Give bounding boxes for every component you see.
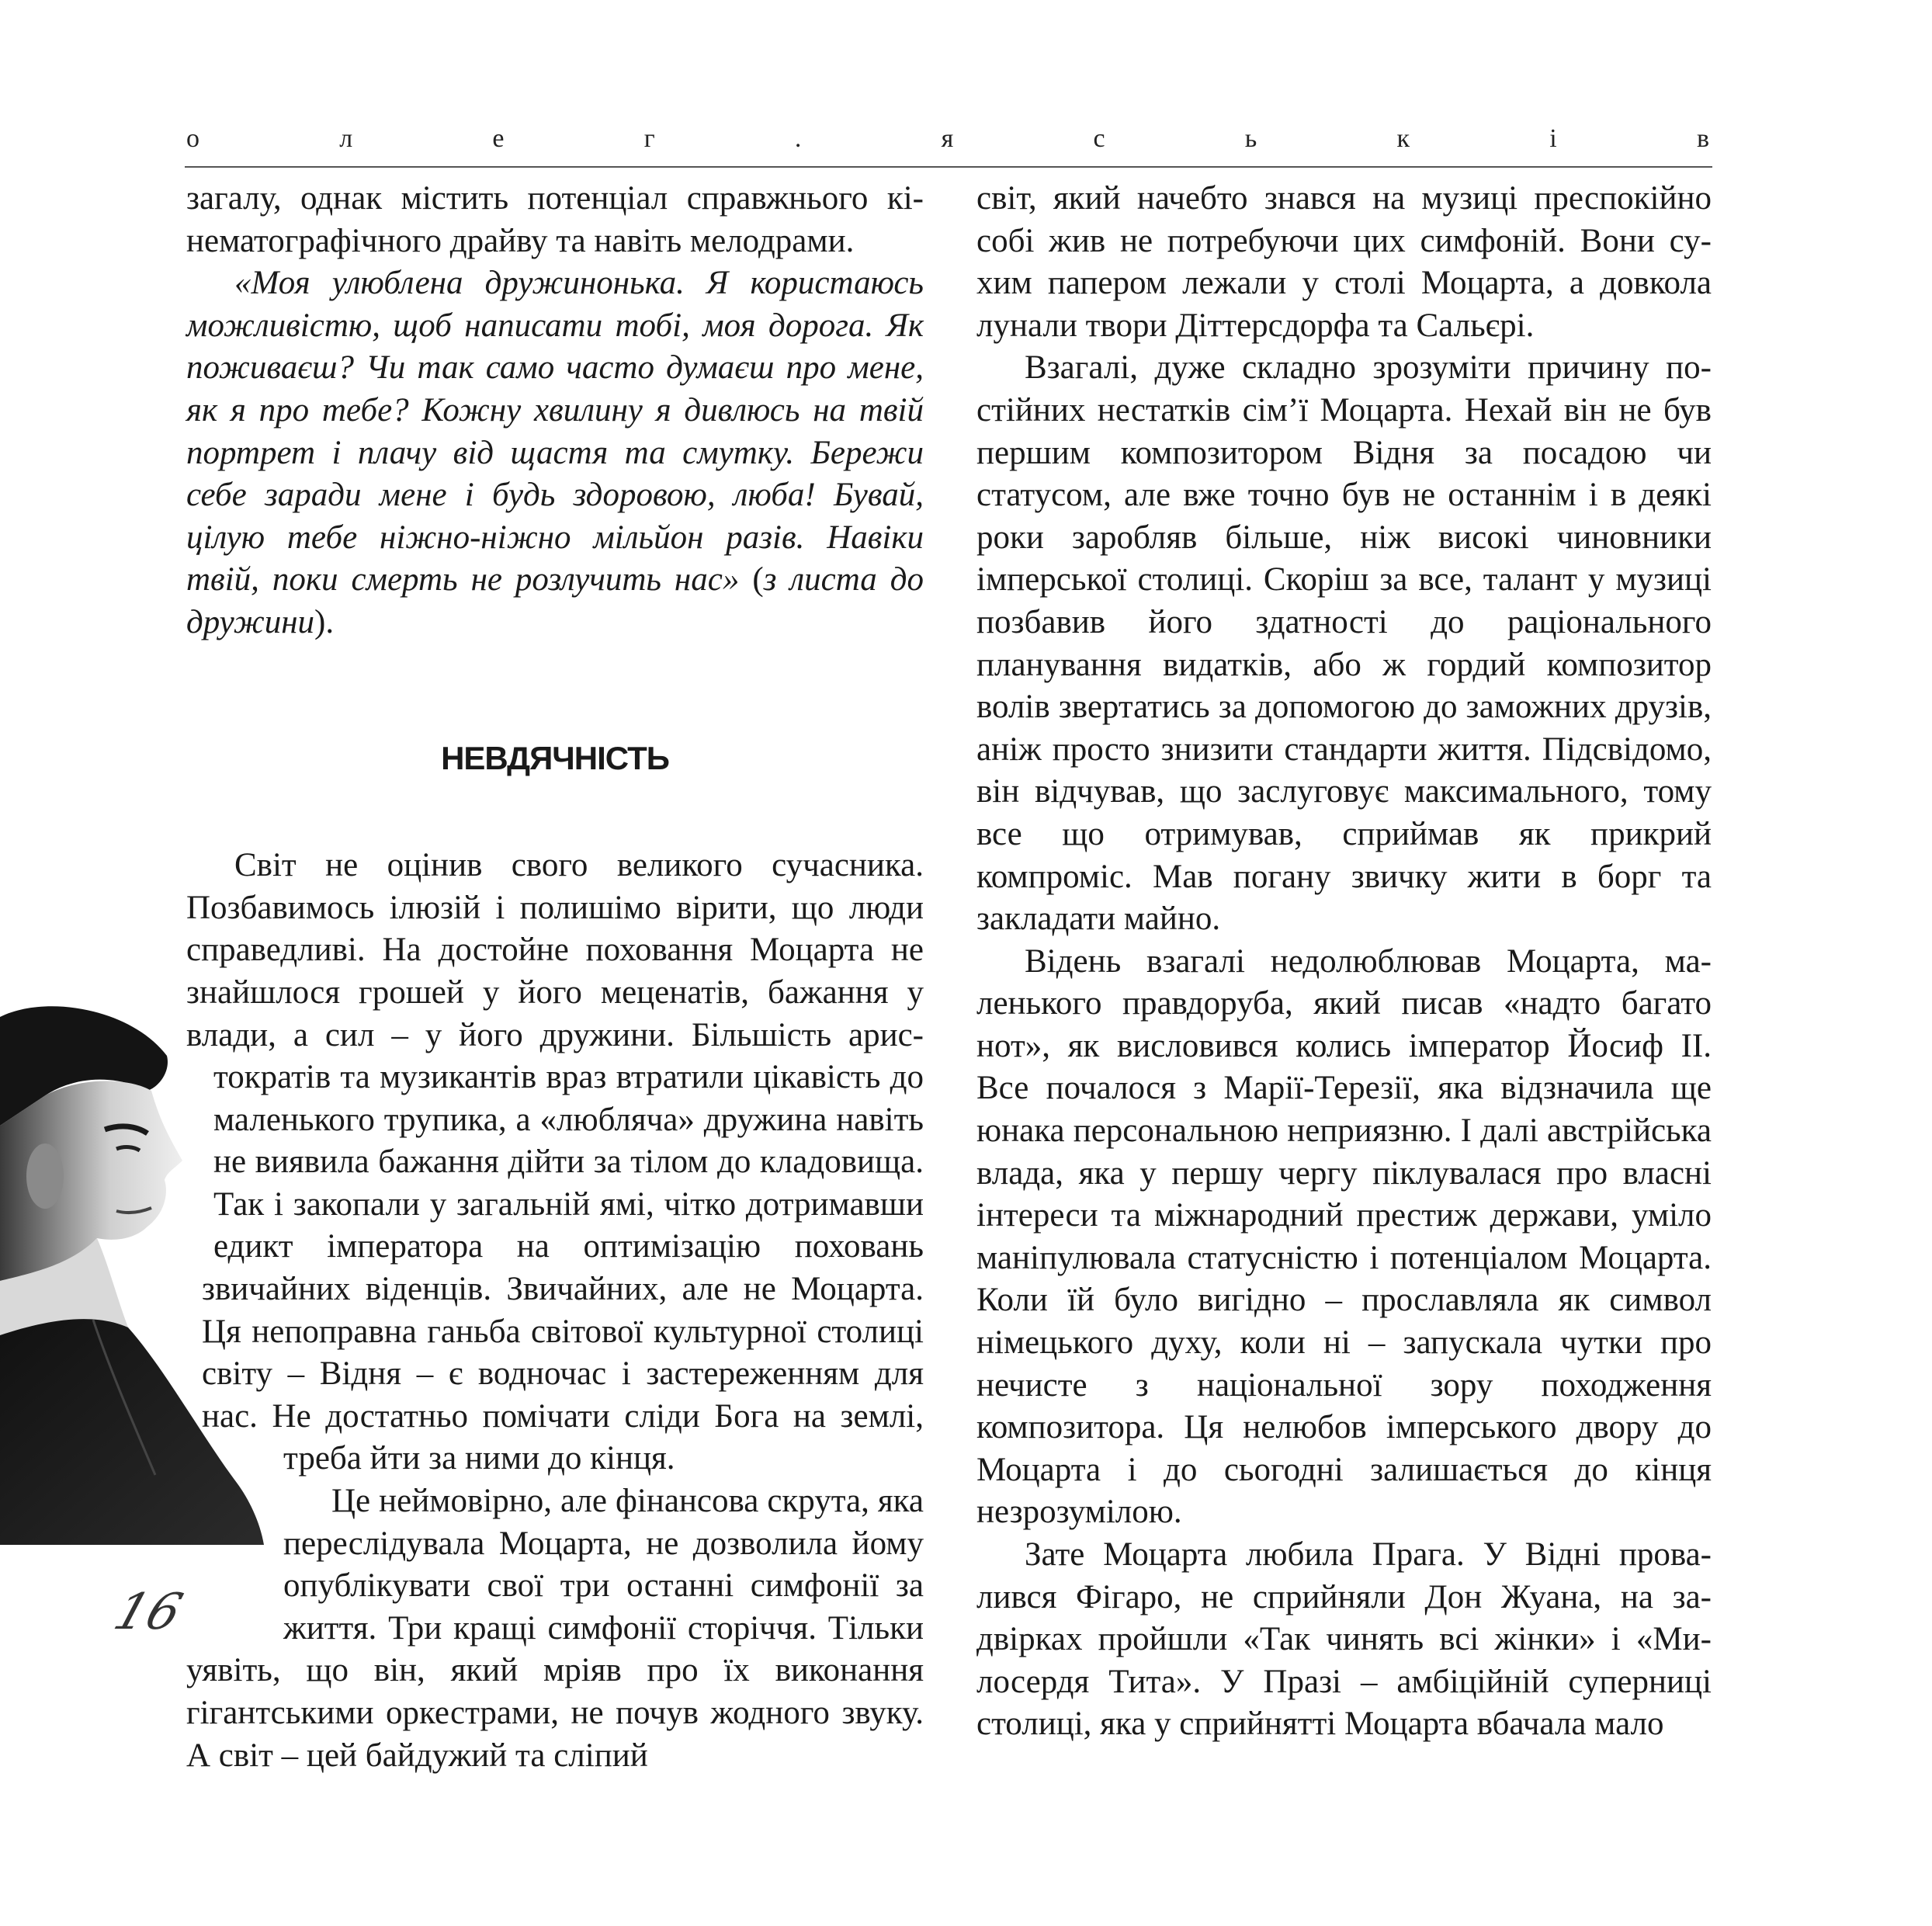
running-head-letter: с — [1093, 124, 1105, 153]
section-title: НЕВДЯЧНІСТЬ — [441, 739, 669, 776]
paragraph: загалу, однак містить потенціал справжнього кінематографічного драйву та навіть мелодрами. — [186, 180, 924, 259]
running-head-letter: ь — [1244, 124, 1257, 153]
running-head-letter: о — [186, 124, 199, 153]
running-head-letter: я — [941, 124, 954, 153]
letter-text: «Моя улюблена дружинонька. Я користаюсь можливістю, щоб написати тобі, моя дорога. Як поживаєш? Чи так само часто думаєш про мене, як я про тебе? Кожну хвилину я дивлюсь на твій портрет і плачу від щастя та смутку. Бережи себе заради мене і будь здоровою, люба! Бувай, цілую тебе ніжно-ніжно мільйон разів. Навіки твій, поки смерть не розлучить нас» — [186, 265, 924, 599]
left-column — [186, 178, 924, 1777]
wrap-spacer — [186, 1477, 283, 1648]
paragraph: світ, який начебто знався на музиці преспокійно собі жив не потребуючи цих симфоній. Вони сухим папером лежали у столі Моцарта, а довкола лунали твори Діттерсдорфа та Сальєрі. — [976, 180, 1712, 344]
running-head-letter: е — [492, 124, 505, 153]
wrap-spacer — [186, 1097, 213, 1268]
running-head-letter: . — [794, 124, 802, 153]
paragraph: Світ не оцінив свого великого сучасника. Позбавимось ілюзій і полишімо вірити, що люди справедливі. На достойне поховання Моцарта не знайшлося грошей у його меценатів, бажання у влади, а сил – у його дружини. Більшість аристократів та музикантів враз втратили цікавість до маленького трупика, а «любляча» дружина навіть не виявила бажання дійти за тілом до кладовища. Так і закопали у загальній ямі, чітко дотримавши едикт імператора на оптимізацію поховань звичайних віденців. Звичайних, але не Моцарта. Ця непоправна ганьба світової культурної столиці світу – Відня – є водночас і застереженням для нас. Не достатньо помічати сліди Бога на землі, треба йти за ними до кінця. — [186, 847, 924, 1477]
running-head-letter: к — [1396, 124, 1410, 153]
paragraph: Зате Моцарта любила Прага. У Відні провалився Фігаро, не сприйняли Дон Жуана, на задвірках пройшли «Так чинять всі жінки» і «Милосердя Тита». У Празі – амбіційній суперниці столиці, яка у сприйнятті Моцарта вбачала мало — [976, 1536, 1712, 1743]
running-head-letter: г — [643, 124, 655, 153]
letter-source: з листа до дружини — [186, 561, 924, 640]
right-column — [976, 178, 1712, 1746]
running-head — [186, 124, 1709, 154]
portrait-wrap-area — [186, 845, 924, 1777]
header-rule — [185, 166, 1712, 168]
running-head-letter: в — [1696, 124, 1709, 153]
letter-quote — [186, 262, 924, 644]
running-head-letter: і — [1549, 124, 1557, 153]
paragraph: Це неймовірно, але фінансова скрута, яка переслідувала Моцарта, не дозволила йому опублікувати свої три останні симфонії за життя. Три кращі симфонії сторіччя. Тільки уявіть, що він, який мріяв про їх виконання гігантськими оркестрами, не почув жодного звуку. А світ – цей байдужий та сліпий — [186, 1483, 924, 1774]
paragraph: Взагалі, дуже складно зрозуміти причину постійних нестатків сім’ї Моцарта. Нехай він не був першим композитором Відня за посадою чи статусом, але вже точно був не останнім і в деякі роки заробляв більше, ніж високі чиновники імперської столиці. Скоріш за все, талант у музиці позбавив його здатності до раціонального планування видатків, або ж гордий композитор волів звертатись за допомогою до заможних друзів, аніж просто знизити стандарти життя. Підсвідомо, він відчував, що заслуговує максимального, тому все що отримував, сприймав як прикрий компроміс. Мав погану звичку жити в борг та закладати майно. — [976, 349, 1712, 938]
running-head-letter: л — [339, 124, 353, 153]
paragraph: Відень взагалі недолюблював Моцарта, маленького правдоруба, який писав «надто багато нот», як висловився колись імператор Йосиф ІІ. Все почалося з Марії-Терезії, яка відзначила ще юнака персональною неприязню. І далі австрійська влада, яка у першу чергу піклувалася про власні інтереси та міжнародний престиж держави, уміло маніпулювала статусністю і потенціалом Моцарта. Коли їй було вигідно – прославляла як символ німецького духу, коли ні – запускала чутки про нечисте з національної зору походження композитора. Ця нелюбов імперського двору до Моцарта і до сьогодні залишається до кінця незрозумілою. — [976, 942, 1712, 1531]
letter-source-open: ( — [739, 561, 764, 599]
page-number: 16 — [106, 1584, 189, 1641]
wrap-spacer — [186, 1307, 202, 1477]
letter-source-close: ). — [314, 603, 335, 640]
